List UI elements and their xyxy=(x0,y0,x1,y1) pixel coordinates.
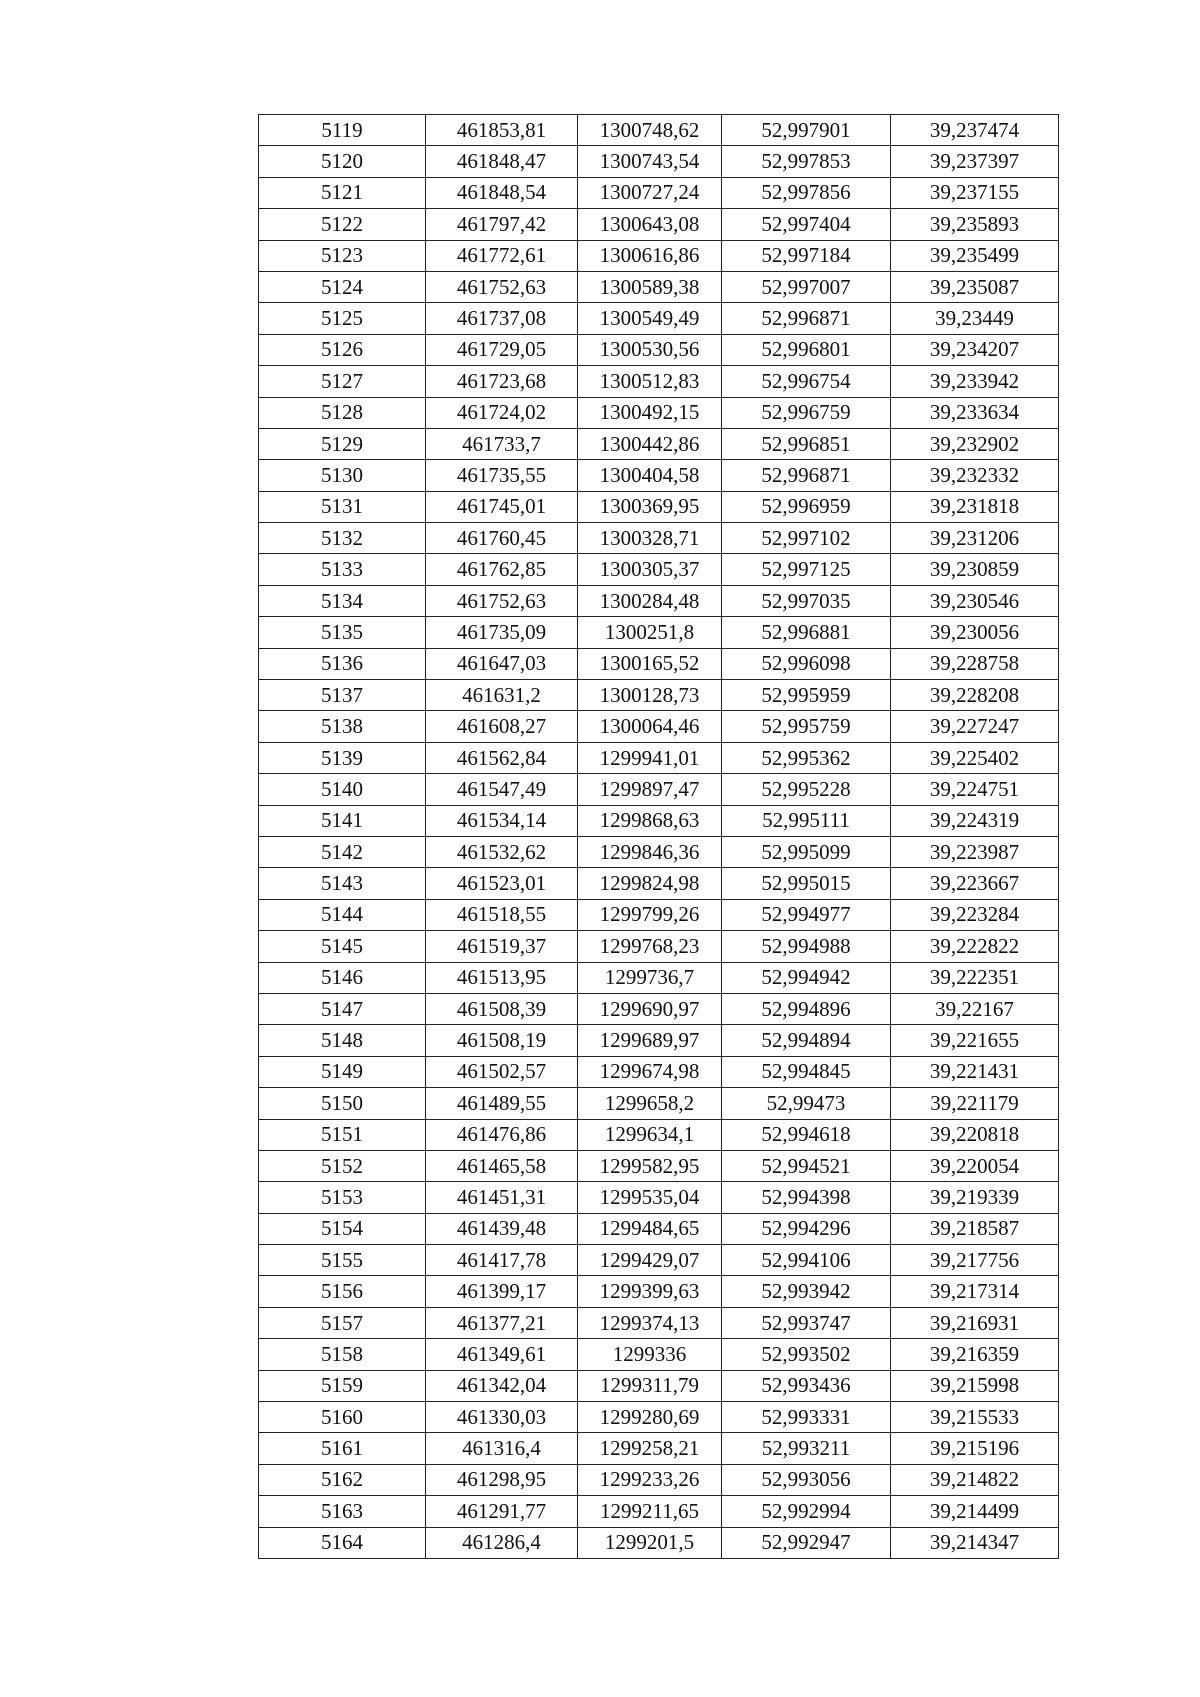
point-number-cell: 5130 xyxy=(259,460,426,491)
y-coordinate-cell: 1299658,2 xyxy=(578,1088,722,1119)
longitude-cell: 39,234207 xyxy=(891,334,1059,365)
point-number-cell: 5162 xyxy=(259,1464,426,1495)
latitude-cell: 52,997856 xyxy=(722,177,891,208)
longitude-cell: 39,214347 xyxy=(891,1527,1059,1558)
x-coordinate-cell: 461508,39 xyxy=(426,993,578,1024)
x-coordinate-cell: 461752,63 xyxy=(426,585,578,616)
longitude-cell: 39,216931 xyxy=(891,1307,1059,1338)
latitude-cell: 52,995111 xyxy=(722,805,891,836)
latitude-cell: 52,993436 xyxy=(722,1370,891,1401)
point-number-cell: 5149 xyxy=(259,1056,426,1087)
point-number-cell: 5122 xyxy=(259,209,426,240)
y-coordinate-cell: 1300165,52 xyxy=(578,648,722,679)
x-coordinate-cell: 461631,2 xyxy=(426,680,578,711)
y-coordinate-cell: 1299674,98 xyxy=(578,1056,722,1087)
point-number-cell: 5124 xyxy=(259,271,426,302)
longitude-cell: 39,221179 xyxy=(891,1088,1059,1119)
longitude-cell: 39,217314 xyxy=(891,1276,1059,1307)
latitude-cell: 52,995959 xyxy=(722,680,891,711)
longitude-cell: 39,233942 xyxy=(891,366,1059,397)
point-number-cell: 5129 xyxy=(259,428,426,459)
longitude-cell: 39,227247 xyxy=(891,711,1059,742)
latitude-cell: 52,997184 xyxy=(722,240,891,271)
table-row xyxy=(259,1339,1059,1370)
longitude-cell: 39,218587 xyxy=(891,1213,1059,1244)
latitude-cell: 52,993502 xyxy=(722,1339,891,1370)
y-coordinate-cell: 1299897,47 xyxy=(578,774,722,805)
x-coordinate-cell: 461737,08 xyxy=(426,303,578,334)
table-row xyxy=(259,334,1059,365)
y-coordinate-cell: 1299211,65 xyxy=(578,1496,722,1527)
longitude-cell: 39,237155 xyxy=(891,177,1059,208)
y-coordinate-cell: 1299582,95 xyxy=(578,1150,722,1181)
table-row xyxy=(259,899,1059,930)
longitude-cell: 39,215533 xyxy=(891,1402,1059,1433)
table-row xyxy=(259,523,1059,554)
table-row xyxy=(259,554,1059,585)
x-coordinate-cell: 461508,19 xyxy=(426,1025,578,1056)
latitude-cell: 52,99473 xyxy=(722,1088,891,1119)
longitude-cell: 39,232332 xyxy=(891,460,1059,491)
x-coordinate-cell: 461465,58 xyxy=(426,1150,578,1181)
y-coordinate-cell: 1300251,8 xyxy=(578,617,722,648)
y-coordinate-cell: 1299846,36 xyxy=(578,836,722,867)
longitude-cell: 39,214822 xyxy=(891,1464,1059,1495)
x-coordinate-cell: 461735,55 xyxy=(426,460,578,491)
table-row xyxy=(259,460,1059,491)
x-coordinate-cell: 461547,49 xyxy=(426,774,578,805)
y-coordinate-cell: 1300748,62 xyxy=(578,115,722,146)
longitude-cell: 39,230546 xyxy=(891,585,1059,616)
latitude-cell: 52,993211 xyxy=(722,1433,891,1464)
table-row xyxy=(259,585,1059,616)
point-number-cell: 5140 xyxy=(259,774,426,805)
table-row xyxy=(259,1088,1059,1119)
longitude-cell: 39,224319 xyxy=(891,805,1059,836)
table-row xyxy=(259,1464,1059,1495)
y-coordinate-cell: 1300064,46 xyxy=(578,711,722,742)
table-row xyxy=(259,1150,1059,1181)
longitude-cell: 39,222351 xyxy=(891,962,1059,993)
table-row xyxy=(259,1527,1059,1558)
point-number-cell: 5163 xyxy=(259,1496,426,1527)
table-row xyxy=(259,1056,1059,1087)
table-row xyxy=(259,805,1059,836)
table-row xyxy=(259,711,1059,742)
table-row xyxy=(259,397,1059,428)
point-number-cell: 5136 xyxy=(259,648,426,679)
latitude-cell: 52,997035 xyxy=(722,585,891,616)
x-coordinate-cell: 461534,14 xyxy=(426,805,578,836)
x-coordinate-cell: 461286,4 xyxy=(426,1527,578,1558)
latitude-cell: 52,997102 xyxy=(722,523,891,554)
table-row xyxy=(259,1119,1059,1150)
table-row xyxy=(259,774,1059,805)
latitude-cell: 52,996871 xyxy=(722,303,891,334)
table-row xyxy=(259,146,1059,177)
longitude-cell: 39,230859 xyxy=(891,554,1059,585)
latitude-cell: 52,994896 xyxy=(722,993,891,1024)
table-row xyxy=(259,1245,1059,1276)
latitude-cell: 52,996881 xyxy=(722,617,891,648)
y-coordinate-cell: 1300128,73 xyxy=(578,680,722,711)
table-row xyxy=(259,303,1059,334)
longitude-cell: 39,223284 xyxy=(891,899,1059,930)
longitude-cell: 39,225402 xyxy=(891,742,1059,773)
point-number-cell: 5152 xyxy=(259,1150,426,1181)
latitude-cell: 52,996851 xyxy=(722,428,891,459)
table-row xyxy=(259,1307,1059,1338)
x-coordinate-cell: 461848,54 xyxy=(426,177,578,208)
latitude-cell: 52,997404 xyxy=(722,209,891,240)
y-coordinate-cell: 1300442,86 xyxy=(578,428,722,459)
longitude-cell: 39,223667 xyxy=(891,868,1059,899)
table-row xyxy=(259,1276,1059,1307)
y-coordinate-cell: 1300743,54 xyxy=(578,146,722,177)
longitude-cell: 39,223987 xyxy=(891,836,1059,867)
y-coordinate-cell: 1299201,5 xyxy=(578,1527,722,1558)
table-row xyxy=(259,868,1059,899)
point-number-cell: 5146 xyxy=(259,962,426,993)
point-number-cell: 5143 xyxy=(259,868,426,899)
table-row xyxy=(259,931,1059,962)
table-row xyxy=(259,1182,1059,1213)
y-coordinate-cell: 1300549,49 xyxy=(578,303,722,334)
table-row xyxy=(259,428,1059,459)
latitude-cell: 52,996871 xyxy=(722,460,891,491)
point-number-cell: 5161 xyxy=(259,1433,426,1464)
x-coordinate-cell: 461772,61 xyxy=(426,240,578,271)
y-coordinate-cell: 1300369,95 xyxy=(578,491,722,522)
y-coordinate-cell: 1300328,71 xyxy=(578,523,722,554)
longitude-cell: 39,224751 xyxy=(891,774,1059,805)
latitude-cell: 52,994618 xyxy=(722,1119,891,1150)
x-coordinate-cell: 461518,55 xyxy=(426,899,578,930)
longitude-cell: 39,220054 xyxy=(891,1150,1059,1181)
longitude-cell: 39,232902 xyxy=(891,428,1059,459)
x-coordinate-cell: 461523,01 xyxy=(426,868,578,899)
point-number-cell: 5154 xyxy=(259,1213,426,1244)
longitude-cell: 39,23449 xyxy=(891,303,1059,334)
point-number-cell: 5157 xyxy=(259,1307,426,1338)
latitude-cell: 52,994988 xyxy=(722,931,891,962)
y-coordinate-cell: 1299280,69 xyxy=(578,1402,722,1433)
longitude-cell: 39,235893 xyxy=(891,209,1059,240)
point-number-cell: 5135 xyxy=(259,617,426,648)
longitude-cell: 39,228208 xyxy=(891,680,1059,711)
y-coordinate-cell: 1299634,1 xyxy=(578,1119,722,1150)
x-coordinate-cell: 461298,95 xyxy=(426,1464,578,1495)
latitude-cell: 52,993056 xyxy=(722,1464,891,1495)
point-number-cell: 5127 xyxy=(259,366,426,397)
table-row xyxy=(259,617,1059,648)
y-coordinate-cell: 1299374,13 xyxy=(578,1307,722,1338)
longitude-cell: 39,222822 xyxy=(891,931,1059,962)
x-coordinate-cell: 461399,17 xyxy=(426,1276,578,1307)
latitude-cell: 52,992947 xyxy=(722,1527,891,1558)
point-number-cell: 5147 xyxy=(259,993,426,1024)
latitude-cell: 52,995362 xyxy=(722,742,891,773)
longitude-cell: 39,221431 xyxy=(891,1056,1059,1087)
x-coordinate-cell: 461291,77 xyxy=(426,1496,578,1527)
table-row xyxy=(259,366,1059,397)
longitude-cell: 39,220818 xyxy=(891,1119,1059,1150)
point-number-cell: 5134 xyxy=(259,585,426,616)
y-coordinate-cell: 1299690,97 xyxy=(578,993,722,1024)
longitude-cell: 39,235087 xyxy=(891,271,1059,302)
table-row xyxy=(259,1496,1059,1527)
x-coordinate-cell: 461729,05 xyxy=(426,334,578,365)
y-coordinate-cell: 1299311,79 xyxy=(578,1370,722,1401)
x-coordinate-cell: 461724,02 xyxy=(426,397,578,428)
longitude-cell: 39,22167 xyxy=(891,993,1059,1024)
latitude-cell: 52,994521 xyxy=(722,1150,891,1181)
latitude-cell: 52,994942 xyxy=(722,962,891,993)
point-number-cell: 5120 xyxy=(259,146,426,177)
latitude-cell: 52,994398 xyxy=(722,1182,891,1213)
y-coordinate-cell: 1299336 xyxy=(578,1339,722,1370)
y-coordinate-cell: 1299429,07 xyxy=(578,1245,722,1276)
x-coordinate-cell: 461797,42 xyxy=(426,209,578,240)
coordinates-table-body xyxy=(259,115,1059,1559)
y-coordinate-cell: 1299868,63 xyxy=(578,805,722,836)
latitude-cell: 52,993331 xyxy=(722,1402,891,1433)
table-row xyxy=(259,836,1059,867)
x-coordinate-cell: 461439,48 xyxy=(426,1213,578,1244)
latitude-cell: 52,996801 xyxy=(722,334,891,365)
latitude-cell: 52,993747 xyxy=(722,1307,891,1338)
table-row xyxy=(259,993,1059,1024)
y-coordinate-cell: 1300530,56 xyxy=(578,334,722,365)
x-coordinate-cell: 461489,55 xyxy=(426,1088,578,1119)
table-row xyxy=(259,209,1059,240)
point-number-cell: 5142 xyxy=(259,836,426,867)
point-number-cell: 5155 xyxy=(259,1245,426,1276)
latitude-cell: 52,995099 xyxy=(722,836,891,867)
longitude-cell: 39,237474 xyxy=(891,115,1059,146)
point-number-cell: 5133 xyxy=(259,554,426,585)
point-number-cell: 5144 xyxy=(259,899,426,930)
x-coordinate-cell: 461762,85 xyxy=(426,554,578,585)
table-row xyxy=(259,240,1059,271)
latitude-cell: 52,997007 xyxy=(722,271,891,302)
longitude-cell: 39,231818 xyxy=(891,491,1059,522)
table-row xyxy=(259,491,1059,522)
x-coordinate-cell: 461502,57 xyxy=(426,1056,578,1087)
point-number-cell: 5132 xyxy=(259,523,426,554)
x-coordinate-cell: 461562,84 xyxy=(426,742,578,773)
x-coordinate-cell: 461608,27 xyxy=(426,711,578,742)
point-number-cell: 5139 xyxy=(259,742,426,773)
point-number-cell: 5125 xyxy=(259,303,426,334)
y-coordinate-cell: 1300305,37 xyxy=(578,554,722,585)
y-coordinate-cell: 1299233,26 xyxy=(578,1464,722,1495)
table-row xyxy=(259,1402,1059,1433)
table-row xyxy=(259,1433,1059,1464)
x-coordinate-cell: 461316,4 xyxy=(426,1433,578,1464)
y-coordinate-cell: 1299941,01 xyxy=(578,742,722,773)
y-coordinate-cell: 1300404,58 xyxy=(578,460,722,491)
x-coordinate-cell: 461853,81 xyxy=(426,115,578,146)
x-coordinate-cell: 461723,68 xyxy=(426,366,578,397)
y-coordinate-cell: 1299824,98 xyxy=(578,868,722,899)
x-coordinate-cell: 461451,31 xyxy=(426,1182,578,1213)
latitude-cell: 52,997901 xyxy=(722,115,891,146)
table-row xyxy=(259,680,1059,711)
longitude-cell: 39,230056 xyxy=(891,617,1059,648)
x-coordinate-cell: 461476,86 xyxy=(426,1119,578,1150)
latitude-cell: 52,994845 xyxy=(722,1056,891,1087)
x-coordinate-cell: 461349,61 xyxy=(426,1339,578,1370)
longitude-cell: 39,216359 xyxy=(891,1339,1059,1370)
x-coordinate-cell: 461745,01 xyxy=(426,491,578,522)
latitude-cell: 52,994894 xyxy=(722,1025,891,1056)
longitude-cell: 39,215998 xyxy=(891,1370,1059,1401)
table-row xyxy=(259,1025,1059,1056)
longitude-cell: 39,233634 xyxy=(891,397,1059,428)
point-number-cell: 5164 xyxy=(259,1527,426,1558)
point-number-cell: 5153 xyxy=(259,1182,426,1213)
point-number-cell: 5126 xyxy=(259,334,426,365)
x-coordinate-cell: 461733,7 xyxy=(426,428,578,459)
latitude-cell: 52,994106 xyxy=(722,1245,891,1276)
y-coordinate-cell: 1300512,83 xyxy=(578,366,722,397)
point-number-cell: 5137 xyxy=(259,680,426,711)
table-row xyxy=(259,115,1059,146)
point-number-cell: 5121 xyxy=(259,177,426,208)
x-coordinate-cell: 461532,62 xyxy=(426,836,578,867)
point-number-cell: 5123 xyxy=(259,240,426,271)
point-number-cell: 5138 xyxy=(259,711,426,742)
longitude-cell: 39,215196 xyxy=(891,1433,1059,1464)
latitude-cell: 52,996098 xyxy=(722,648,891,679)
x-coordinate-cell: 461342,04 xyxy=(426,1370,578,1401)
y-coordinate-cell: 1300589,38 xyxy=(578,271,722,302)
point-number-cell: 5160 xyxy=(259,1402,426,1433)
y-coordinate-cell: 1299768,23 xyxy=(578,931,722,962)
table-row xyxy=(259,177,1059,208)
table-row xyxy=(259,1370,1059,1401)
point-number-cell: 5151 xyxy=(259,1119,426,1150)
latitude-cell: 52,997125 xyxy=(722,554,891,585)
point-number-cell: 5141 xyxy=(259,805,426,836)
x-coordinate-cell: 461330,03 xyxy=(426,1402,578,1433)
point-number-cell: 5119 xyxy=(259,115,426,146)
latitude-cell: 52,996959 xyxy=(722,491,891,522)
table-row xyxy=(259,742,1059,773)
latitude-cell: 52,994296 xyxy=(722,1213,891,1244)
longitude-cell: 39,221655 xyxy=(891,1025,1059,1056)
y-coordinate-cell: 1299535,04 xyxy=(578,1182,722,1213)
y-coordinate-cell: 1299799,26 xyxy=(578,899,722,930)
table-row xyxy=(259,1213,1059,1244)
x-coordinate-cell: 461735,09 xyxy=(426,617,578,648)
point-number-cell: 5156 xyxy=(259,1276,426,1307)
longitude-cell: 39,219339 xyxy=(891,1182,1059,1213)
coordinates-table xyxy=(258,114,1059,1559)
x-coordinate-cell: 461760,45 xyxy=(426,523,578,554)
x-coordinate-cell: 461647,03 xyxy=(426,648,578,679)
y-coordinate-cell: 1300616,86 xyxy=(578,240,722,271)
longitude-cell: 39,214499 xyxy=(891,1496,1059,1527)
longitude-cell: 39,228758 xyxy=(891,648,1059,679)
x-coordinate-cell: 461513,95 xyxy=(426,962,578,993)
latitude-cell: 52,996759 xyxy=(722,397,891,428)
point-number-cell: 5145 xyxy=(259,931,426,962)
latitude-cell: 52,995228 xyxy=(722,774,891,805)
latitude-cell: 52,995015 xyxy=(722,868,891,899)
y-coordinate-cell: 1299399,63 xyxy=(578,1276,722,1307)
y-coordinate-cell: 1300284,48 xyxy=(578,585,722,616)
y-coordinate-cell: 1300727,24 xyxy=(578,177,722,208)
y-coordinate-cell: 1299258,21 xyxy=(578,1433,722,1464)
latitude-cell: 52,993942 xyxy=(722,1276,891,1307)
latitude-cell: 52,994977 xyxy=(722,899,891,930)
point-number-cell: 5148 xyxy=(259,1025,426,1056)
y-coordinate-cell: 1300492,15 xyxy=(578,397,722,428)
point-number-cell: 5150 xyxy=(259,1088,426,1119)
x-coordinate-cell: 461752,63 xyxy=(426,271,578,302)
longitude-cell: 39,235499 xyxy=(891,240,1059,271)
table-row xyxy=(259,271,1059,302)
point-number-cell: 5159 xyxy=(259,1370,426,1401)
x-coordinate-cell: 461417,78 xyxy=(426,1245,578,1276)
longitude-cell: 39,237397 xyxy=(891,146,1059,177)
longitude-cell: 39,231206 xyxy=(891,523,1059,554)
x-coordinate-cell: 461377,21 xyxy=(426,1307,578,1338)
table-row xyxy=(259,648,1059,679)
latitude-cell: 52,992994 xyxy=(722,1496,891,1527)
latitude-cell: 52,995759 xyxy=(722,711,891,742)
latitude-cell: 52,996754 xyxy=(722,366,891,397)
y-coordinate-cell: 1300643,08 xyxy=(578,209,722,240)
y-coordinate-cell: 1299736,7 xyxy=(578,962,722,993)
y-coordinate-cell: 1299484,65 xyxy=(578,1213,722,1244)
x-coordinate-cell: 461848,47 xyxy=(426,146,578,177)
latitude-cell: 52,997853 xyxy=(722,146,891,177)
x-coordinate-cell: 461519,37 xyxy=(426,931,578,962)
table-row xyxy=(259,962,1059,993)
y-coordinate-cell: 1299689,97 xyxy=(578,1025,722,1056)
point-number-cell: 5158 xyxy=(259,1339,426,1370)
point-number-cell: 5131 xyxy=(259,491,426,522)
longitude-cell: 39,217756 xyxy=(891,1245,1059,1276)
point-number-cell: 5128 xyxy=(259,397,426,428)
